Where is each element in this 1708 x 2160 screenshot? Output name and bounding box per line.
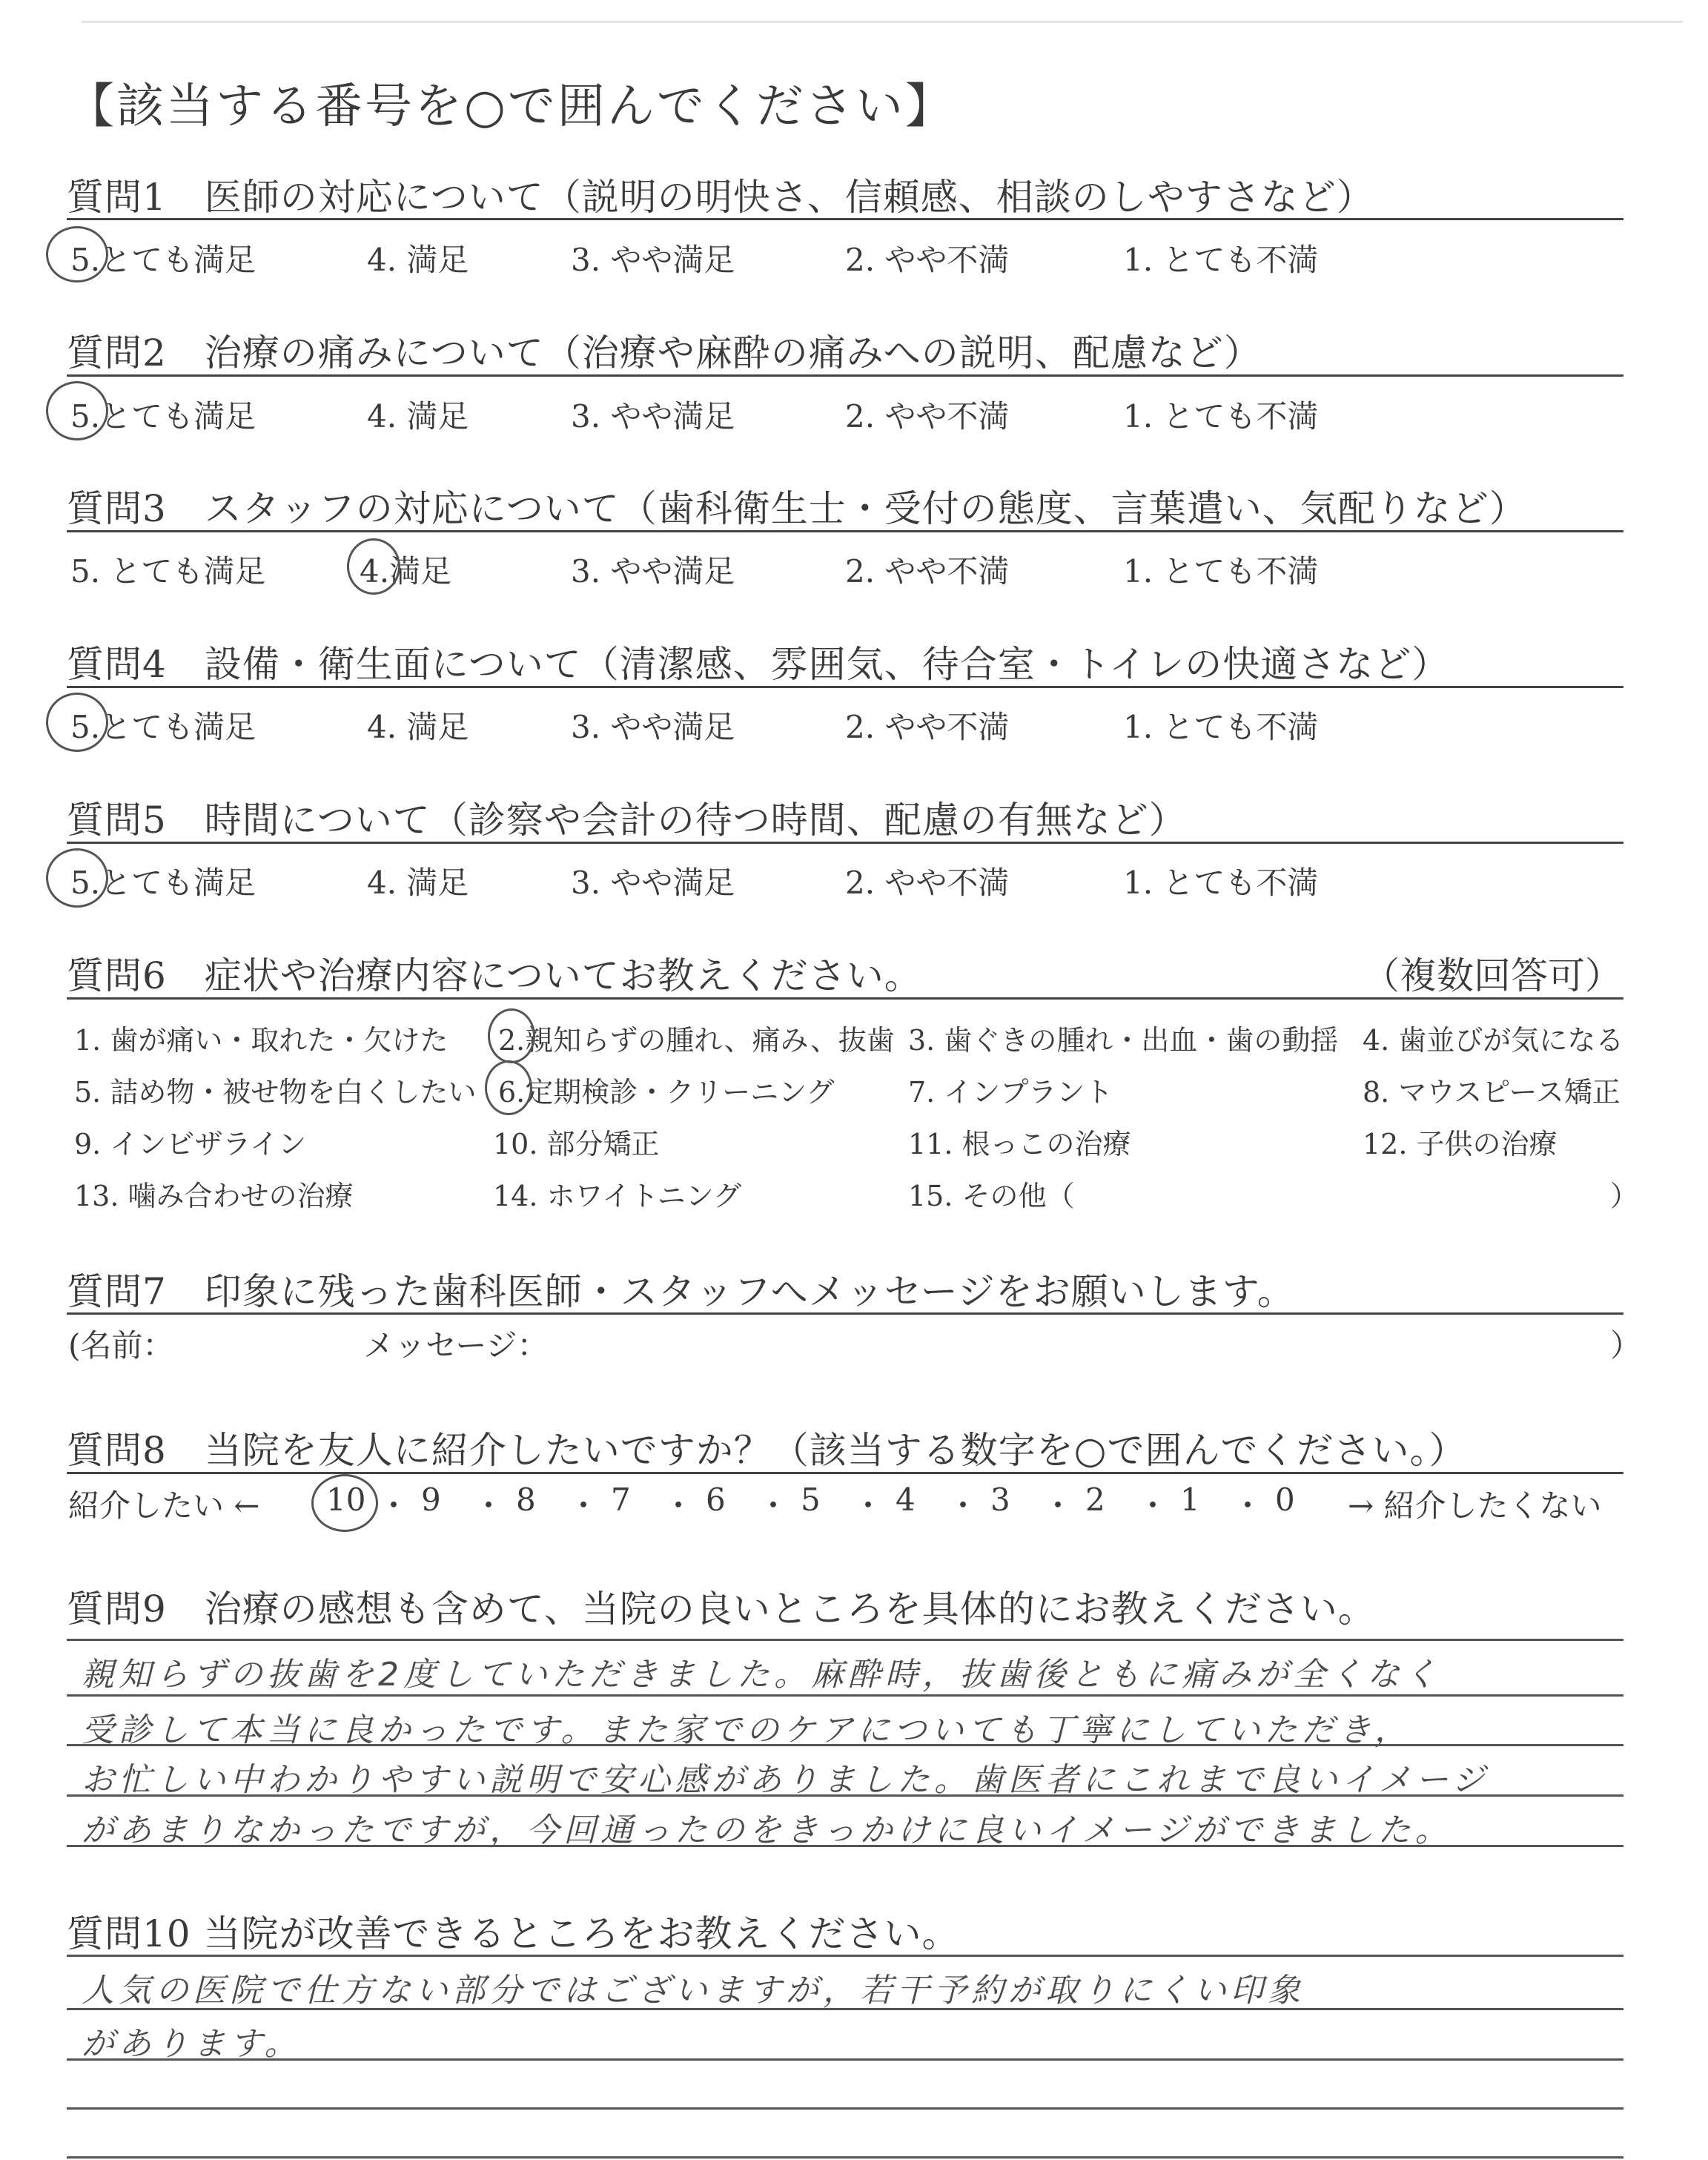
question-3-rule bbox=[67, 530, 1623, 532]
q6-option-9[interactable]: 9. インビザライン bbox=[74, 1128, 307, 1160]
q8-scale-7[interactable]: 7 bbox=[611, 1482, 631, 1518]
q8-scale-0[interactable]: 0 bbox=[1275, 1482, 1295, 1518]
q6-option-13[interactable]: 13. 噛み合わせの治療 bbox=[74, 1180, 354, 1212]
question-9-title: 質問9 治療の感想も含めて、当院の良いところを具体的にお教えください。 bbox=[67, 1588, 1376, 1631]
q6-option-8[interactable]: 8. マウスピース矯正 bbox=[1363, 1076, 1621, 1109]
q9-answer-line-2 bbox=[67, 1744, 1623, 1746]
q8-scale-6[interactable]: 6 bbox=[706, 1482, 726, 1518]
q2-option-4[interactable]: 4. 満足 bbox=[367, 398, 469, 435]
q10-answer-line-2 bbox=[67, 2058, 1623, 2061]
q8-scale-3[interactable]: 3 bbox=[990, 1482, 1010, 1518]
q1-option-5[interactable]: 5.とても満足 bbox=[70, 242, 256, 278]
question-6-rule bbox=[67, 997, 1623, 1000]
q8-scale-2[interactable]: 2 bbox=[1085, 1482, 1105, 1518]
question-7-title: 質問7 印象に残った歯科医師・スタッフへメッセージをお願いします。 bbox=[67, 1270, 1295, 1313]
question-3-title: 質問3 スタッフの対応について（歯科衛生士・受付の態度、言葉遣い、気配りなど） bbox=[67, 487, 1527, 530]
question-4-rule bbox=[67, 686, 1623, 688]
question-1-rule bbox=[67, 218, 1623, 220]
q9-answer-line-3 bbox=[67, 1794, 1623, 1797]
q7-close-paren: ） bbox=[1610, 1327, 1642, 1364]
q6-option-12[interactable]: 12. 子供の治療 bbox=[1363, 1128, 1558, 1160]
q5-option-4[interactable]: 4. 満足 bbox=[367, 865, 469, 901]
q8-scale-4[interactable]: 4 bbox=[896, 1482, 916, 1518]
q8-scale-9[interactable]: 9 bbox=[421, 1482, 441, 1518]
q8-separator: ・ bbox=[1232, 1487, 1264, 1524]
q3-option-1[interactable]: 1. とても不満 bbox=[1123, 553, 1319, 589]
q6-option-3[interactable]: 3. 歯ぐきの腫れ・出血・歯の動揺 bbox=[908, 1024, 1339, 1057]
question-5-title: 質問5 時間について（診察や会計の待つ時間、配慮の有無など） bbox=[67, 799, 1187, 842]
q8-separator: ・ bbox=[1137, 1487, 1169, 1524]
q8-separator: ・ bbox=[663, 1487, 695, 1524]
q10-answer-text-1: 人気の医院で仕方ない部分ではございますが，若干予約が取りにくい印象 bbox=[82, 1972, 1305, 2009]
question-6-title: 質問6 症状や治療内容についてお教えください。 bbox=[67, 954, 922, 997]
q6-option-15[interactable]: 15. その他（ bbox=[908, 1180, 1075, 1212]
q6-option-11[interactable]: 11. 根っこの治療 bbox=[908, 1128, 1131, 1160]
q8-separator: ・ bbox=[853, 1487, 884, 1524]
q6-option-4[interactable]: 4. 歯並びが気になる bbox=[1363, 1024, 1624, 1057]
q10-answer-line-4 bbox=[67, 2156, 1623, 2159]
q1-option-4[interactable]: 4. 満足 bbox=[367, 242, 469, 278]
q4-option-3[interactable]: 3. やや満足 bbox=[571, 709, 735, 745]
q6-option-5[interactable]: 5. 詰め物・被せ物を白くしたい bbox=[74, 1076, 477, 1109]
q8-scale-10[interactable]: 10 bbox=[326, 1482, 366, 1518]
q4-option-5[interactable]: 5.とても満足 bbox=[70, 709, 256, 745]
question-2-title: 質問2 治療の痛みについて（治療や麻酔の痛みへの説明、配慮など） bbox=[67, 331, 1262, 374]
q8-scale-1[interactable]: 1 bbox=[1180, 1482, 1200, 1518]
q8-left-label: 紹介したい ← bbox=[68, 1487, 260, 1524]
q6-other-close-paren: ） bbox=[1610, 1180, 1639, 1212]
q1-option-2[interactable]: 2. やや不満 bbox=[845, 242, 1010, 278]
q10-answer-line-3 bbox=[67, 2107, 1623, 2110]
q9-answer-text-2: 受診して本当に良かったです。また家でのケアについても丁寧にしていただき， bbox=[82, 1711, 1411, 1749]
q9-answer-line-1 bbox=[67, 1694, 1623, 1697]
q8-separator: ・ bbox=[568, 1487, 600, 1524]
q6-option-7[interactable]: 7. インプラント bbox=[908, 1076, 1113, 1109]
q7-name-label: (名前： bbox=[68, 1327, 174, 1364]
q10-answer-text-2: があります。 bbox=[82, 2025, 302, 2063]
q9-answer-line-0 bbox=[67, 1639, 1623, 1641]
q2-option-1[interactable]: 1. とても不満 bbox=[1123, 398, 1319, 435]
instruction-header: 【該当する番号を○で囲んでください】 bbox=[67, 79, 955, 134]
q1-option-1[interactable]: 1. とても不満 bbox=[1123, 242, 1319, 278]
q3-option-3[interactable]: 3. やや満足 bbox=[571, 553, 735, 589]
q10-answer-line-1 bbox=[67, 2008, 1623, 2010]
question-2-rule bbox=[67, 374, 1623, 377]
q8-scale-8[interactable]: 8 bbox=[516, 1482, 536, 1518]
q5-option-5[interactable]: 5.とても満足 bbox=[70, 865, 256, 901]
q3-option-2[interactable]: 2. やや不満 bbox=[845, 553, 1010, 589]
q8-scale-5[interactable]: 5 bbox=[801, 1482, 821, 1518]
q6-option-2[interactable]: 2.親知らずの腫れ、痛み、抜歯 bbox=[498, 1024, 895, 1057]
question-8-rule bbox=[67, 1472, 1623, 1474]
q1-option-3[interactable]: 3. やや満足 bbox=[571, 242, 735, 278]
q9-answer-text-3: お忙しい中わかりやすい説明で安心感がありました。歯医者にこれまで良いイメージ bbox=[82, 1761, 1489, 1799]
q9-answer-text-4: があまりなかったですが，今回通ったのをきっかけに良いイメージができました。 bbox=[82, 1811, 1452, 1849]
q2-option-3[interactable]: 3. やや満足 bbox=[571, 398, 735, 435]
q8-separator: ・ bbox=[378, 1487, 410, 1524]
q6-option-10[interactable]: 10. 部分矯正 bbox=[493, 1128, 660, 1160]
q6-option-1[interactable]: 1. 歯が痛い・取れた・欠けた bbox=[74, 1024, 448, 1057]
q6-option-6[interactable]: 6.定期検診・クリーニング bbox=[498, 1076, 835, 1109]
q7-message-label: メッセージ： bbox=[363, 1327, 549, 1364]
question-10-title: 質問10 当院が改善できるところをお教えください。 bbox=[67, 1912, 960, 1955]
q5-option-1[interactable]: 1. とても不満 bbox=[1123, 865, 1319, 901]
q2-option-2[interactable]: 2. やや不満 bbox=[845, 398, 1010, 435]
q4-option-2[interactable]: 2. やや不満 bbox=[845, 709, 1010, 745]
q4-option-4[interactable]: 4. 満足 bbox=[367, 709, 469, 745]
q9-answer-line-4 bbox=[67, 1845, 1623, 1847]
q4-option-1[interactable]: 1. とても不満 bbox=[1123, 709, 1319, 745]
q5-option-2[interactable]: 2. やや不満 bbox=[845, 865, 1010, 901]
question-8-title: 質問8 当院を友人に紹介したいですか？（該当する数字を○で囲んでください。） bbox=[67, 1429, 1467, 1472]
question-7-rule bbox=[67, 1312, 1623, 1315]
q8-right-label: → 紹介したくない bbox=[1348, 1487, 1602, 1524]
top-border bbox=[82, 21, 1683, 23]
question-5-rule bbox=[67, 842, 1623, 844]
q3-option-5[interactable]: 5. とても満足 bbox=[70, 553, 266, 589]
q2-option-5[interactable]: 5.とても満足 bbox=[70, 398, 256, 435]
question-6-note: （複数回答可） bbox=[1363, 954, 1622, 997]
q8-separator: ・ bbox=[1042, 1487, 1074, 1524]
q6-option-14[interactable]: 14. ホワイトニング bbox=[493, 1180, 742, 1212]
q8-separator: ・ bbox=[758, 1487, 790, 1524]
question-1-title: 質問1 医師の対応について（説明の明快さ、信頼感、相談のしやすさなど） bbox=[67, 176, 1374, 219]
q9-answer-text-1: 親知らずの抜歯を2度していただきました。麻酔時，抜歯後ともに痛みが全くなく bbox=[82, 1656, 1441, 1694]
q8-separator: ・ bbox=[473, 1487, 505, 1524]
q5-option-3[interactable]: 3. やや満足 bbox=[571, 865, 735, 901]
question-4-title: 質問4 設備・衛生面について（清潔感、雰囲気、待合室・トイレの快適さなど） bbox=[67, 643, 1450, 686]
q10-answer-line-0 bbox=[67, 1955, 1623, 1957]
q8-separator: ・ bbox=[947, 1487, 979, 1524]
q3-option-4[interactable]: 4.満足 bbox=[360, 553, 452, 589]
